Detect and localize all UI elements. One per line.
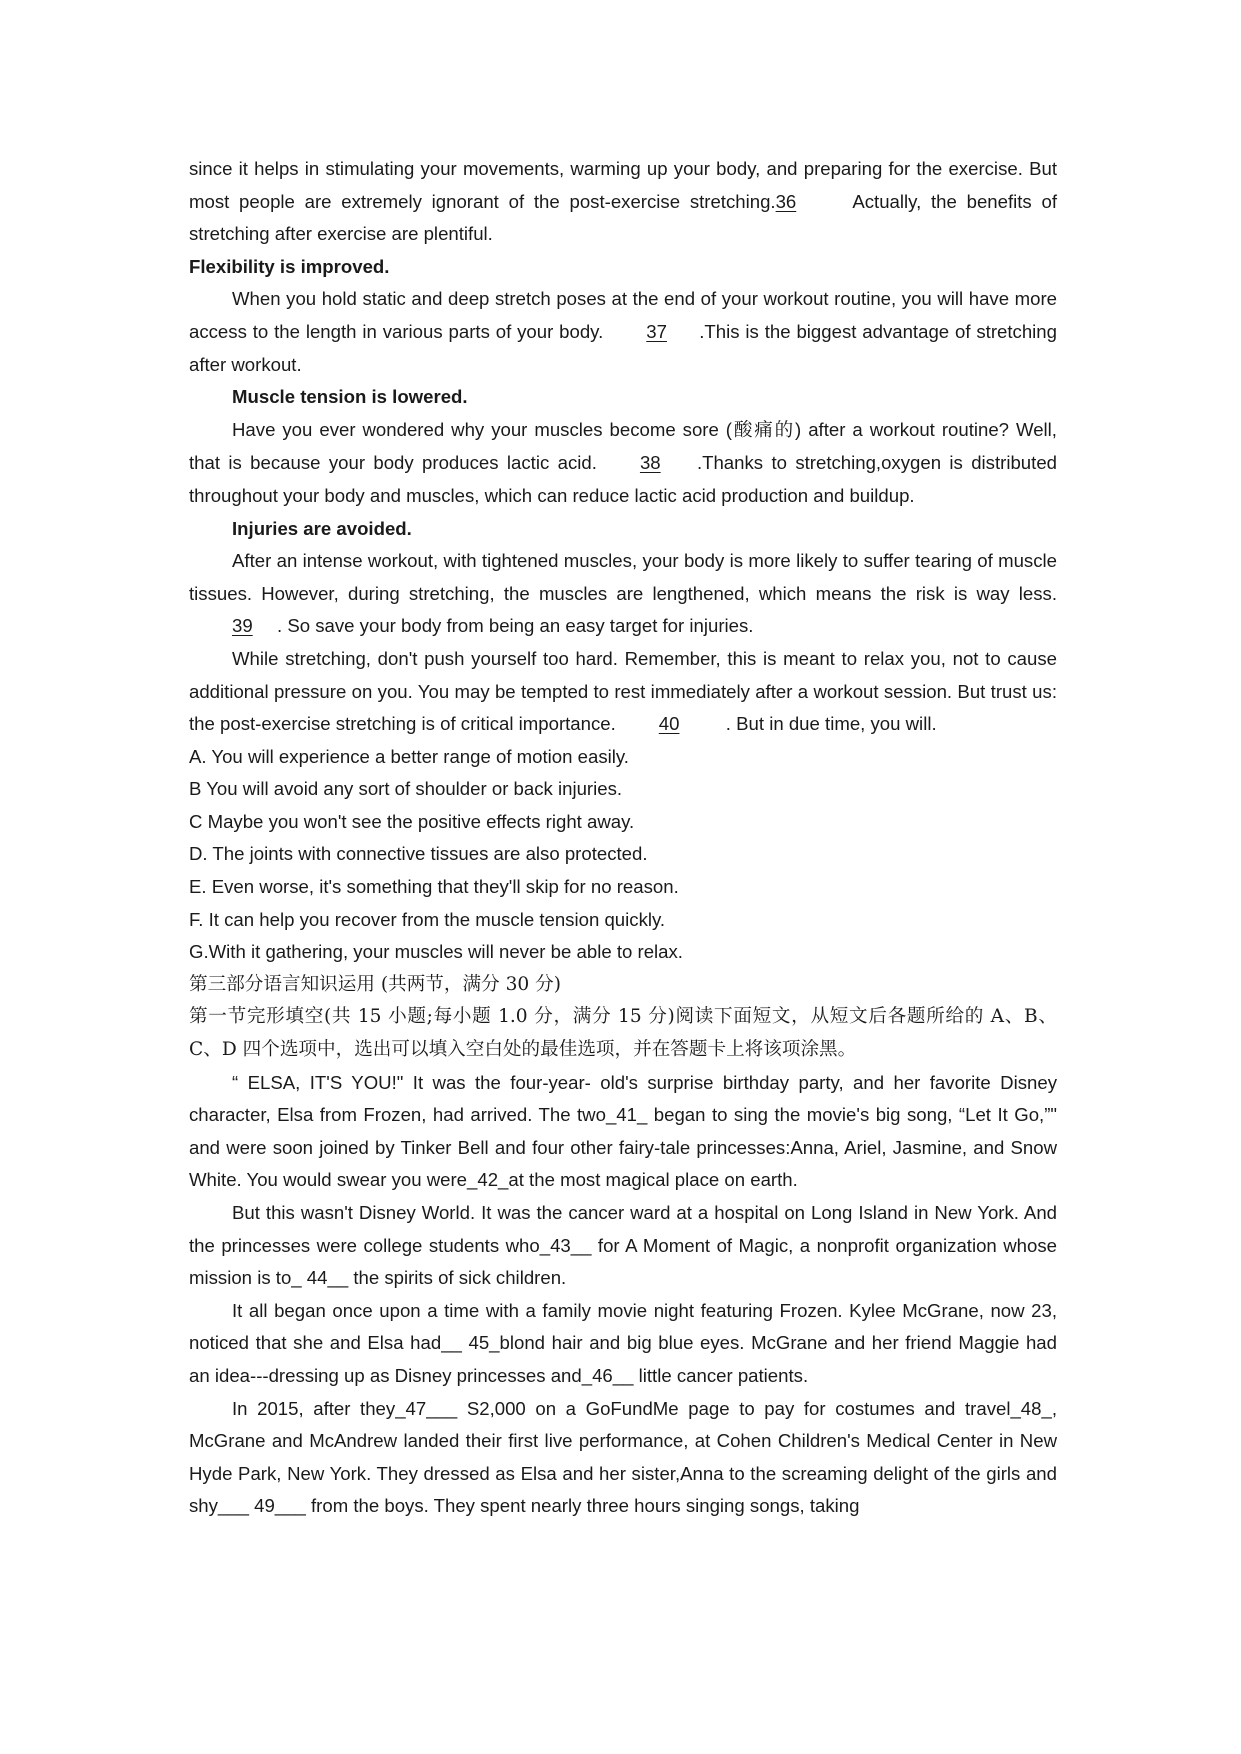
section-heading-flexibility: Flexibility is improved.	[189, 255, 390, 277]
part-three-heading: 第三部分语言知识运用 (共两节，满分 30 分)	[189, 973, 561, 995]
cloze-paragraph-1: “ ELSA, IT'S YOU!" It was the four-year- old's surprise birthday party, and her favorite Disney character, Elsa from Frozen, had arrived. The two_41_ began to sing the movie's big song, “Let It Go,”" and were soon joined by Tinker Bell and four other fairy-tale princesses:Anna, Ariel, Jasmine, and Snow White. You would swear you were_42_at the most magical place on earth.	[189, 1071, 1057, 1191]
document-page	[189, 153, 1057, 1523]
passage-text: When you hold static and deep stretch poses at the end of your workout routine, you will have more access to the length in various parts of your body.	[189, 288, 1057, 342]
passage-paragraph-3	[189, 414, 1057, 513]
cloze-instructions: 第一节完形填空(共 15 小题;每小题 1.0 分，满分 15 分)阅读下面短文，从短文后各题所给的 A、B、C、D 四个选项中，选出可以填入空白处的最佳选项，并在答题卡上将该项涂黑。	[189, 1006, 1057, 1061]
passage-text: While stretching, don't push yourself too hard. Remember, this is meant to relax you, not to cause additional pressure on you. You may be tempted to rest immediately after a workout session. But trust us: the post-exercise stretching is of critical importance.	[189, 647, 1057, 735]
passage-text: Actually, the benefits of stretching after exercise are plentiful.	[189, 190, 1057, 245]
answer-options	[189, 741, 1057, 969]
passage-paragraph-1	[189, 153, 1057, 251]
passage-text: . But in due time, you will.	[725, 713, 937, 735]
passage-text: .Thanks to stretching,oxygen is distributed throughout your body and muscles, which can reduce lactic acid production and buildup.	[189, 452, 1058, 506]
cloze-paragraph-4: In 2015, after they_47___ S2,000 on a GoFundMe page to pay for costumes and travel_48_, McGrane and McAndrew landed their first live performance, at Cohen Children's Medical Center in New Hyde Park, New York. They dressed as Elsa and her sister,Anna to the screaming delight of the girls and shy___ 49___ from the boys. They spent nearly three hours singing songs, taking	[189, 1397, 1057, 1517]
passage-text: . So save your body from being an easy target for injuries.	[277, 615, 754, 637]
cloze-paragraph-2: But this wasn't Disney World. It was the cancer ward at a hospital on Long Island in New York. And the princesses were college students who_43__ for A Moment of Magic, a nonprofit organization whose mission is to_ 44__ the spirits of sick children.	[189, 1202, 1057, 1289]
option-b: B You will avoid any sort of shoulder or back injuries.	[189, 778, 623, 800]
cloze-paragraph-3: It all began once upon a time with a family movie night featuring Frozen. Kylee McGrane, now 23, noticed that she and Elsa had__ 45_blond hair and big blue eyes. McGrane and her friend Maggie had an idea---dressing up as Disney princesses and_46__ little cancer patients.	[189, 1299, 1057, 1386]
option-a: A. You will experience a better range of motion easily.	[189, 745, 629, 767]
passage-text: since it helps in stimulating your movements, warming up your body, and preparing for the exercise. But most people are extremely ignorant of the post-exercise stretching.	[189, 158, 1057, 212]
option-g: G.With it gathering, your muscles will never be able to relax.	[189, 941, 683, 963]
passage-text: .This is the biggest advantage of stretching after workout.	[189, 320, 1057, 375]
option-c: C Maybe you won't see the positive effects right away.	[189, 810, 635, 832]
blank-39: 39	[232, 615, 253, 637]
passage-text: ) after a workout routine? Well, that is because your body produces lactic acid.	[189, 418, 1057, 474]
option-e: E. Even worse, it's something that they'll skip for no reason.	[189, 876, 679, 898]
option-f: F. It can help you recover from the muscle tension quickly.	[189, 908, 666, 930]
passage-text: Have you ever wondered why your muscles become sore (	[232, 418, 732, 440]
section-heading-injuries: Injuries are avoided.	[232, 517, 412, 539]
blank-40: 40	[658, 713, 680, 735]
blank-36: 36	[775, 190, 797, 212]
passage-text: After an intense workout, with tightened muscles, your body is more likely to suffer tearing of muscle tissues. However, during stretching, the muscles are lengthened, which means the risk is way less.	[189, 550, 1057, 604]
blank-37: 37	[646, 320, 667, 342]
passage-paragraph-4	[189, 545, 1057, 643]
section-heading-muscle-tension: Muscle tension is lowered.	[232, 386, 468, 408]
passage-paragraph-2	[189, 283, 1057, 381]
chinese-gloss: 酸痛的	[732, 419, 796, 441]
passage-paragraph-5	[189, 643, 1057, 741]
blank-38: 38	[639, 452, 661, 474]
option-d: D. The joints with connective tissues are also protected.	[189, 843, 648, 865]
